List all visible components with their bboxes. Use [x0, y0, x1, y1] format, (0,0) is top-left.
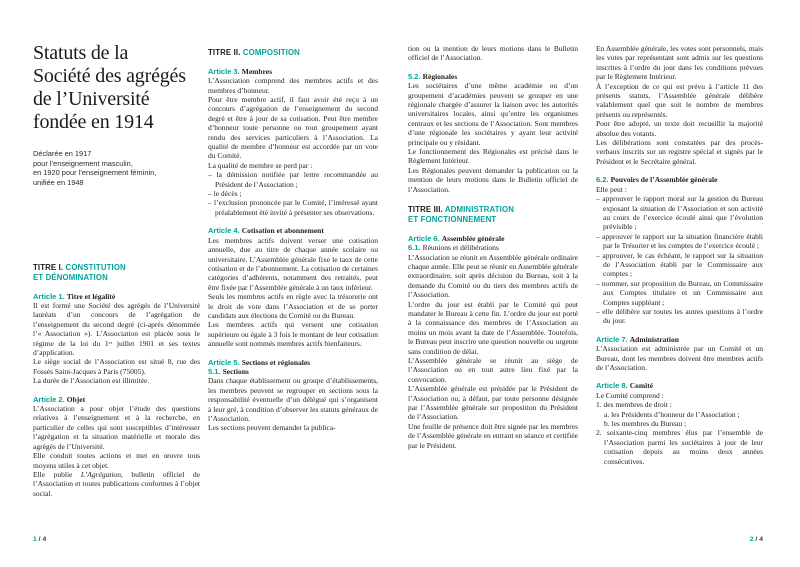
text-column-2 — [208, 48, 378, 433]
subsection-heading: 6.2. Pouvoirs de l’Assemblée générale — [596, 175, 718, 185]
dash-list-item: – approuver le rapport sur la situation financière établi par le Trésorier et les comptes de l’exercice écoulé ; — [596, 231, 763, 251]
paragraph: L’Assemblée générale est présidée par le Président de l’Association ou, à défaut, par toute personne désignée par l’Assemblée générale sur proposition du Président de l’Association. — [408, 384, 578, 422]
paragraph: Le siège social de l’Association est situé 8, rue des Fossés Saint-Jacques à Paris (75005). — [33, 357, 200, 376]
text-column-3 — [408, 44, 578, 450]
dash-list-item: – elle délibère sur toutes les autres questions à l’ordre du jour. — [596, 306, 763, 326]
paragraph: L’ordre du jour est établi par le Comité qui peut mandater le Bureau à cette fin. L’ordre du jour est porté à la connaissance des membres de l’Association au moins un mois avant la date de l’Assemblée. Toutefois, le Bureau peut inscrire une question nouvelle ou urgente sans condition de délai. — [408, 299, 578, 356]
paragraph: La qualité de membre se perd par : — [208, 160, 313, 170]
paragraph: Les membres actifs doivent verser une cotisation annuelle, due au titre de chaque année scolaire ou universitaire. L’Assemblée générale fixe le taux de cette cotisation et de l’abonnement. La cotisation de certaines catégories d’adhérents, notamment des retraités, peut être fixée par l’Assemblée générale à un taux inférieur. — [208, 235, 378, 292]
subtitle-line: unifiée en 1948 — [33, 177, 84, 187]
dash-list-item: – approuver le rapport moral sur la gestion du Bureau exposant la situation de l’Association et son activité au cours de l’exercice écoulé ainsi que l’évolution prévisible ; — [596, 194, 763, 232]
paragraph: Elle peut : — [596, 184, 627, 194]
page-number-total: / 4 — [753, 536, 763, 543]
article-heading: Article 8. Comité — [596, 381, 654, 391]
article-heading: Article 5. Sections et régionales — [208, 357, 311, 367]
subsection-heading: 5.1. Sections — [208, 366, 249, 376]
subsection-heading: 6.1. Réunions et délibérations — [408, 243, 499, 253]
paragraph: L’Association est administrée par un Comité et un Bureau, dont les membres doivent être membres actifs de l’Association. — [596, 344, 763, 372]
dash-list-item: – approuver, le cas échéant, le rapport sur la situation de l’Association établi par le Commissaire aux comptes ; — [596, 250, 763, 279]
subtitle-line: Déclarée en 1917 — [33, 149, 92, 158]
lettered-list-item: a. les Présidents d’honneur de l’Association ; — [604, 409, 740, 419]
paragraph: En Assemblée générale, les votes sont personnels, mais les votes par représentant sont admis sur les questions inscrites à l’ordre du jour dans les conditions prévues par le Règlement Intérieur. — [596, 44, 763, 82]
titre-heading: TITRE III. ADMINISTRATION ET FONCTIONNEMENT — [408, 205, 514, 224]
titre-heading: TITRE II. COMPOSITION — [208, 48, 300, 57]
paragraph: L’Association comprend des membres actifs et des membres d’honneur. — [208, 76, 378, 95]
paragraph: L’Association a pour objet l’étude des questions relatives à l’enseignement et à la recherche, en particulier de celles qui sont susceptibles d’intéresser l’agrégation et la situation matérielle et morale des agrégés de l’Université. — [33, 404, 200, 451]
article-heading: Article 1. Titre et légalité — [33, 291, 116, 301]
title-line: Statuts de la — [33, 42, 129, 64]
lettered-list-item: b. les membres du Bureau ; — [604, 419, 687, 429]
paragraph: Les sections peuvent demander la publica- — [208, 423, 336, 433]
paragraph: Le fonctionnement des Régionales est précisé dans le Règlement Intérieur. — [408, 147, 578, 166]
paragraph: Les Régionales peuvent demander la publication ou la mention de leurs motions dans le Bulletin officiel de l’Association. — [408, 165, 578, 194]
paragraph: L’Association se réunit en Assemblée générale ordinaire chaque année. Elle peut se réunir en Assemblée générale extraordinaire, soit après décision du Bureau, soit à la demande du Comité ou du tiers des membres actifs de l’Association. — [408, 252, 578, 300]
article-heading: Article 2. Objet — [33, 394, 86, 404]
document-subtitle — [33, 149, 205, 187]
page-number-total: / 4 — [36, 536, 47, 543]
page-number-right — [596, 536, 763, 543]
dash-list-item: – l’exclusion prononcée par le Comité, l’intéressé ayant préalablement été invité à présenter ses observations. — [208, 198, 378, 217]
paragraph: Dans chaque établissement ou groupe d’établissements, les membres peuvent se regrouper en sections sous la responsabilité éventuelle d’un délégué qui s’organisent à leur gré, à condition d’observer les statuts généraux de l’Association. — [208, 376, 378, 424]
paragraph: Seuls les membres actifs en règle avec la trésorerie ont le droit de vote dans l’Association et de se porter candidats aux élections du Comité ou du Bureau. — [208, 292, 378, 320]
paragraph: L’Assemblée générale se réunit au siège de l’Association ou en tout autre lieu fixé par la convocation. — [408, 355, 578, 384]
article-heading: Article 3. Membres — [208, 66, 273, 76]
subtitle-line: pour l’enseignement masculin, — [33, 158, 133, 168]
paragraph: Les délibérations sont constatées par des procès-verbaux inscrits sur un registre spécial et signés par le Président et le Secrétaire général. — [596, 138, 763, 166]
text-column-1 — [33, 263, 200, 498]
page-number-current: 2 — [749, 536, 754, 543]
document-title — [33, 42, 205, 134]
page-number-left — [33, 536, 46, 543]
numbered-list-item: 1. des membres de droit : — [596, 400, 672, 410]
paragraph: Pour être membre actif, il faut avoir été reçu à un concours d’agrégation de l’enseignement du second degré et être à jour de sa cotisation. Peut être membre d’honneur toute personne ou tout groupement ayant rendu des services particuliers à l’Association. La qualité de membre d’honneur est accordée par un vote du Comité. — [208, 95, 378, 161]
paragraph: Elle publie L’Agrégation, bulletin officiel de l’Association et toutes publications conformes à l’objet social. — [33, 469, 201, 498]
paragraph: tion ou la mention de leurs motions dans le Bulletin officiel de l’Association. — [408, 44, 578, 63]
numbered-list-item: 2. soixante-cinq membres élus par l’ensemble de l’Association parmi les sociétaires à jour de leur cotisation depuis au moins deux années consécutives. — [596, 428, 763, 466]
paragraph: Les membres actifs qui versent une cotisation supérieure ou égale à 3 fois le montant de leur cotisation annuelle sont nommés membres actifs bienfaiteurs. — [208, 320, 378, 349]
dash-list-item: – le décès ; — [208, 189, 242, 199]
article-heading: Article 6. Assemblée générale — [408, 233, 505, 243]
text-column-4 — [596, 44, 763, 466]
paragraph: Il est formé une Société des agrégés de l’Université lauréats d’un concours de l’agrégation de l’enseignement du second degré (ci-après dénommée l’« Association »). L’Association est placée sous le régime de la loi du 1ᵉʳ juillet 1901 et ses textes d’application. — [33, 301, 200, 358]
masthead — [33, 42, 205, 187]
page-number-current: 1 — [33, 536, 37, 543]
subtitle-line: en 1920 pour l’enseignement féminin, — [33, 168, 157, 178]
paragraph: Les sociétaires d’une même académie ou d’un groupement d’académies peuvent se grouper en une régionale chargée d’assurer la liaison avec les autorités universitaires locales, ainsi qu’entre les organismes centraux et les sections de l’Association. Sont membres d’une régionale les sociétaires y ayant leur activité principale ou y résidant. — [408, 81, 578, 147]
titre-heading: TITRE I. CONSTITUTION ET DÉNOMINATION — [33, 263, 126, 282]
paragraph: Elle conduit toutes actions et met en œuvre tous moyens utiles à cet objet. — [33, 451, 200, 470]
dash-list-item: – la démission notifiée par lettre recommandée au Président de l’Association ; — [208, 170, 378, 189]
title-line: de l’Université — [33, 88, 150, 110]
paragraph: Le Comité comprend : — [596, 390, 664, 400]
paragraph: À l’exception de ce qui est prévu à l’article 11 des présents statuts, l’Assemblée générale délibère valablement quel que soit le nombre de membres présents ou représentés. — [596, 81, 763, 119]
paragraph: Pour être adopté, un texte doit recueillir la majorité absolue des votants. — [596, 119, 763, 138]
article-heading: Article 4. Cotisation et abonnement — [208, 226, 324, 236]
paragraph: La durée de l’Association est illimitée. — [33, 376, 150, 386]
title-line: Société des agrégés — [33, 65, 186, 87]
paragraph: Une feuille de présence doit être signée par les membres de l’Assemblée générale en entrant en séance et certifiée par le Président. — [408, 421, 578, 450]
dash-list-item: – nommer, sur proposition du Bureau, un Commissaire aux Comptes titulaire et un Commissaire aux Comptes suppléant ; — [596, 278, 763, 307]
subsection-heading: 5.2. Régionales — [408, 71, 458, 81]
title-line: fondée en 1914 — [33, 111, 154, 133]
article-heading: Article 7. Administration — [596, 334, 679, 344]
